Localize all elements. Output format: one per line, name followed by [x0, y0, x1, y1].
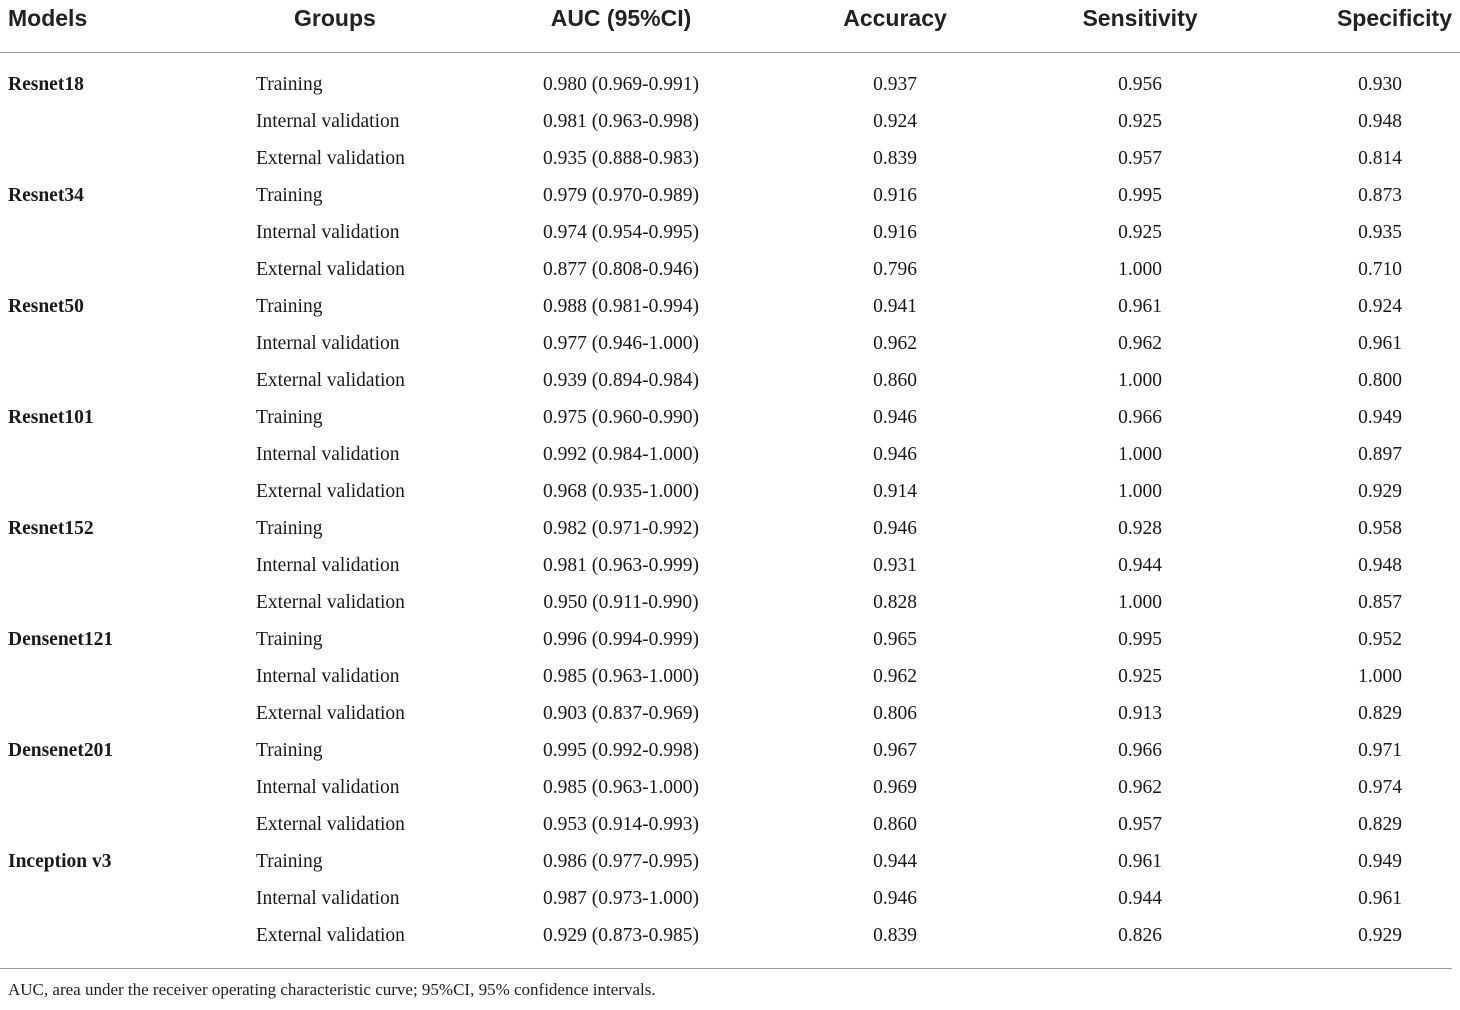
accuracy-cell: 0.914	[873, 481, 917, 502]
auc-cell: 0.950 (0.911-0.990)	[543, 592, 699, 613]
table-row	[0, 658, 1460, 695]
specificity-cell: 0.935	[1358, 222, 1402, 243]
group-cell: External validation	[256, 925, 405, 946]
table-row	[0, 732, 1460, 769]
header-models: Models	[0, 0, 230, 53]
header-row	[0, 0, 1460, 53]
header-sensitivity: Sensitivity	[998, 0, 1282, 53]
accuracy-cell: 0.967	[873, 740, 917, 761]
specificity-cell: 0.800	[1358, 370, 1402, 391]
group-cell: Internal validation	[256, 222, 400, 243]
specificity-cell: 0.814	[1358, 148, 1402, 169]
auc-cell: 0.988 (0.981-0.994)	[543, 296, 699, 317]
table-row	[0, 325, 1460, 362]
group-cell: External validation	[256, 481, 405, 502]
group-cell: Training	[256, 74, 323, 95]
accuracy-cell: 0.916	[873, 222, 917, 243]
accuracy-cell: 0.860	[873, 814, 917, 835]
model-name-cell	[0, 473, 230, 510]
accuracy-cell: 0.944	[873, 851, 917, 872]
specificity-cell: 0.961	[1358, 888, 1402, 909]
accuracy-cell: 0.796	[873, 259, 917, 280]
group-cell: Internal validation	[256, 555, 400, 576]
group-cell: Internal validation	[256, 777, 400, 798]
accuracy-cell: 0.839	[873, 148, 917, 169]
auc-cell: 0.935 (0.888-0.983)	[543, 148, 699, 169]
model-name-cell	[0, 251, 230, 288]
accuracy-cell: 0.965	[873, 629, 917, 650]
bottom-rule	[0, 968, 1452, 969]
sensitivity-cell: 0.944	[1118, 555, 1162, 576]
specificity-cell: 1.000	[1358, 666, 1402, 687]
auc-cell: 0.929 (0.873-0.985)	[543, 925, 699, 946]
table-row	[0, 399, 1460, 436]
table-row	[0, 880, 1460, 917]
sensitivity-cell: 0.995	[1118, 629, 1162, 650]
model-name-cell	[0, 140, 230, 177]
specificity-cell: 0.949	[1358, 851, 1402, 872]
model-name-cell	[0, 880, 230, 917]
auc-cell: 0.987 (0.973-1.000)	[543, 888, 699, 909]
auc-cell: 0.977 (0.946-1.000)	[543, 333, 699, 354]
table-row	[0, 695, 1460, 732]
accuracy-cell: 0.860	[873, 370, 917, 391]
model-name-cell	[0, 103, 230, 140]
sensitivity-cell: 0.925	[1118, 666, 1162, 687]
auc-cell: 0.953 (0.914-0.993)	[543, 814, 699, 835]
auc-cell: 0.996 (0.994-0.999)	[543, 629, 699, 650]
specificity-cell: 0.924	[1358, 296, 1402, 317]
sensitivity-cell: 0.925	[1118, 222, 1162, 243]
auc-cell: 0.981 (0.963-0.999)	[543, 555, 699, 576]
group-cell: Internal validation	[256, 333, 400, 354]
auc-cell: 0.992 (0.984-1.000)	[543, 444, 699, 465]
header-auc: AUC (95%CI)	[440, 0, 792, 53]
specificity-cell: 0.857	[1358, 592, 1402, 613]
group-cell: External validation	[256, 259, 405, 280]
sensitivity-cell: 0.966	[1118, 740, 1162, 761]
sensitivity-cell: 0.995	[1118, 185, 1162, 206]
auc-cell: 0.979 (0.970-0.989)	[543, 185, 699, 206]
table-row	[0, 53, 1460, 104]
group-cell: Internal validation	[256, 444, 400, 465]
auc-cell: 0.985 (0.963-1.000)	[543, 666, 699, 687]
accuracy-cell: 0.941	[873, 296, 917, 317]
table-row	[0, 806, 1460, 843]
group-cell: External validation	[256, 592, 405, 613]
group-cell: Training	[256, 185, 323, 206]
group-cell: External validation	[256, 703, 405, 724]
model-name-cell	[0, 214, 230, 251]
sensitivity-cell: 0.961	[1118, 296, 1162, 317]
group-cell: Internal validation	[256, 111, 400, 132]
model-name-cell	[0, 547, 230, 584]
sensitivity-cell: 1.000	[1118, 444, 1162, 465]
group-cell: External validation	[256, 370, 405, 391]
accuracy-cell: 0.946	[873, 444, 917, 465]
model-name-cell: Densenet201	[8, 740, 114, 761]
sensitivity-cell: 0.962	[1118, 333, 1162, 354]
table-row	[0, 510, 1460, 547]
specificity-cell: 0.829	[1358, 814, 1402, 835]
accuracy-cell: 0.828	[873, 592, 917, 613]
auc-cell: 0.974 (0.954-0.995)	[543, 222, 699, 243]
accuracy-cell: 0.806	[873, 703, 917, 724]
sensitivity-cell: 0.957	[1118, 814, 1162, 835]
auc-cell: 0.982 (0.971-0.992)	[543, 518, 699, 539]
auc-cell: 0.968 (0.935-1.000)	[543, 481, 699, 502]
accuracy-cell: 0.924	[873, 111, 917, 132]
table-row	[0, 843, 1460, 880]
model-name-cell	[0, 806, 230, 843]
sensitivity-cell: 0.956	[1118, 74, 1162, 95]
model-name-cell	[0, 436, 230, 473]
specificity-cell: 0.952	[1358, 629, 1402, 650]
auc-cell: 0.939 (0.894-0.984)	[543, 370, 699, 391]
table-footnote: AUC, area under the receiver operating characteristic curve; 95%CI, 95% confidence intervals.	[8, 980, 656, 999]
sensitivity-cell: 0.928	[1118, 518, 1162, 539]
table-row	[0, 769, 1460, 806]
auc-cell: 0.986 (0.977-0.995)	[543, 851, 699, 872]
auc-cell: 0.980 (0.969-0.991)	[543, 74, 699, 95]
table-row	[0, 621, 1460, 658]
sensitivity-cell: 0.925	[1118, 111, 1162, 132]
accuracy-cell: 0.962	[873, 666, 917, 687]
group-cell: Internal validation	[256, 666, 400, 687]
table-row	[0, 584, 1460, 621]
accuracy-cell: 0.931	[873, 555, 917, 576]
table-row	[0, 251, 1460, 288]
accuracy-cell: 0.969	[873, 777, 917, 798]
header-accuracy: Accuracy	[792, 0, 998, 53]
model-name-cell	[0, 362, 230, 399]
auc-cell: 0.985 (0.963-1.000)	[543, 777, 699, 798]
sensitivity-cell: 0.961	[1118, 851, 1162, 872]
sensitivity-cell: 1.000	[1118, 592, 1162, 613]
auc-cell: 0.981 (0.963-0.998)	[543, 111, 699, 132]
table-row	[0, 917, 1460, 967]
specificity-cell: 0.897	[1358, 444, 1402, 465]
sensitivity-cell: 0.944	[1118, 888, 1162, 909]
group-cell: Training	[256, 851, 323, 872]
accuracy-cell: 0.946	[873, 888, 917, 909]
model-name-cell: Resnet34	[8, 185, 84, 206]
table-row	[0, 140, 1460, 177]
group-cell: Training	[256, 296, 323, 317]
group-cell: External validation	[256, 148, 405, 169]
specificity-cell: 0.948	[1358, 555, 1402, 576]
table-row	[0, 473, 1460, 510]
accuracy-cell: 0.839	[873, 925, 917, 946]
model-name-cell: Resnet101	[8, 407, 94, 428]
model-name-cell	[0, 584, 230, 621]
model-name-cell	[0, 325, 230, 362]
specificity-cell: 0.949	[1358, 407, 1402, 428]
specificity-cell: 0.958	[1358, 518, 1402, 539]
table-row	[0, 436, 1460, 473]
sensitivity-cell: 0.826	[1118, 925, 1162, 946]
sensitivity-cell: 1.000	[1118, 481, 1162, 502]
table-row	[0, 288, 1460, 325]
specificity-cell: 0.961	[1358, 333, 1402, 354]
table-row	[0, 214, 1460, 251]
specificity-cell: 0.710	[1358, 259, 1402, 280]
group-cell: Internal validation	[256, 888, 400, 909]
specificity-cell: 0.930	[1358, 74, 1402, 95]
model-name-cell: Resnet18	[8, 74, 84, 95]
sensitivity-cell: 0.957	[1118, 148, 1162, 169]
auc-cell: 0.877 (0.808-0.946)	[543, 259, 699, 280]
specificity-cell: 0.929	[1358, 481, 1402, 502]
model-name-cell	[0, 658, 230, 695]
model-name-cell: Resnet152	[8, 518, 94, 539]
sensitivity-cell: 0.966	[1118, 407, 1162, 428]
accuracy-cell: 0.962	[873, 333, 917, 354]
specificity-cell: 0.929	[1358, 925, 1402, 946]
sensitivity-cell: 0.913	[1118, 703, 1162, 724]
group-cell: External validation	[256, 814, 405, 835]
specificity-cell: 0.948	[1358, 111, 1402, 132]
sensitivity-cell: 0.962	[1118, 777, 1162, 798]
model-name-cell	[0, 769, 230, 806]
specificity-cell: 0.971	[1358, 740, 1402, 761]
table-row	[0, 103, 1460, 140]
table-row	[0, 177, 1460, 214]
sensitivity-cell: 1.000	[1118, 259, 1162, 280]
specificity-cell: 0.974	[1358, 777, 1402, 798]
group-cell: Training	[256, 629, 323, 650]
auc-cell: 0.975 (0.960-0.990)	[543, 407, 699, 428]
table-body	[0, 53, 1460, 968]
specificity-cell: 0.829	[1358, 703, 1402, 724]
model-name-cell: Inception v3	[8, 851, 112, 872]
table-header	[0, 0, 1460, 53]
accuracy-cell: 0.946	[873, 518, 917, 539]
group-cell: Training	[256, 518, 323, 539]
accuracy-cell: 0.937	[873, 74, 917, 95]
model-name-cell	[0, 695, 230, 732]
accuracy-cell: 0.916	[873, 185, 917, 206]
header-specificity: Specificity	[1282, 0, 1460, 53]
auc-cell: 0.995 (0.992-0.998)	[543, 740, 699, 761]
auc-cell: 0.903 (0.837-0.969)	[543, 703, 699, 724]
group-cell: Training	[256, 407, 323, 428]
sensitivity-cell: 1.000	[1118, 370, 1162, 391]
table-row	[0, 547, 1460, 584]
specificity-cell: 0.873	[1358, 185, 1402, 206]
model-name-cell	[0, 917, 230, 967]
table-row	[0, 362, 1460, 399]
model-name-cell: Densenet121	[8, 629, 114, 650]
header-groups: Groups	[230, 0, 440, 53]
accuracy-cell: 0.946	[873, 407, 917, 428]
group-cell: Training	[256, 740, 323, 761]
model-name-cell: Resnet50	[8, 296, 84, 317]
